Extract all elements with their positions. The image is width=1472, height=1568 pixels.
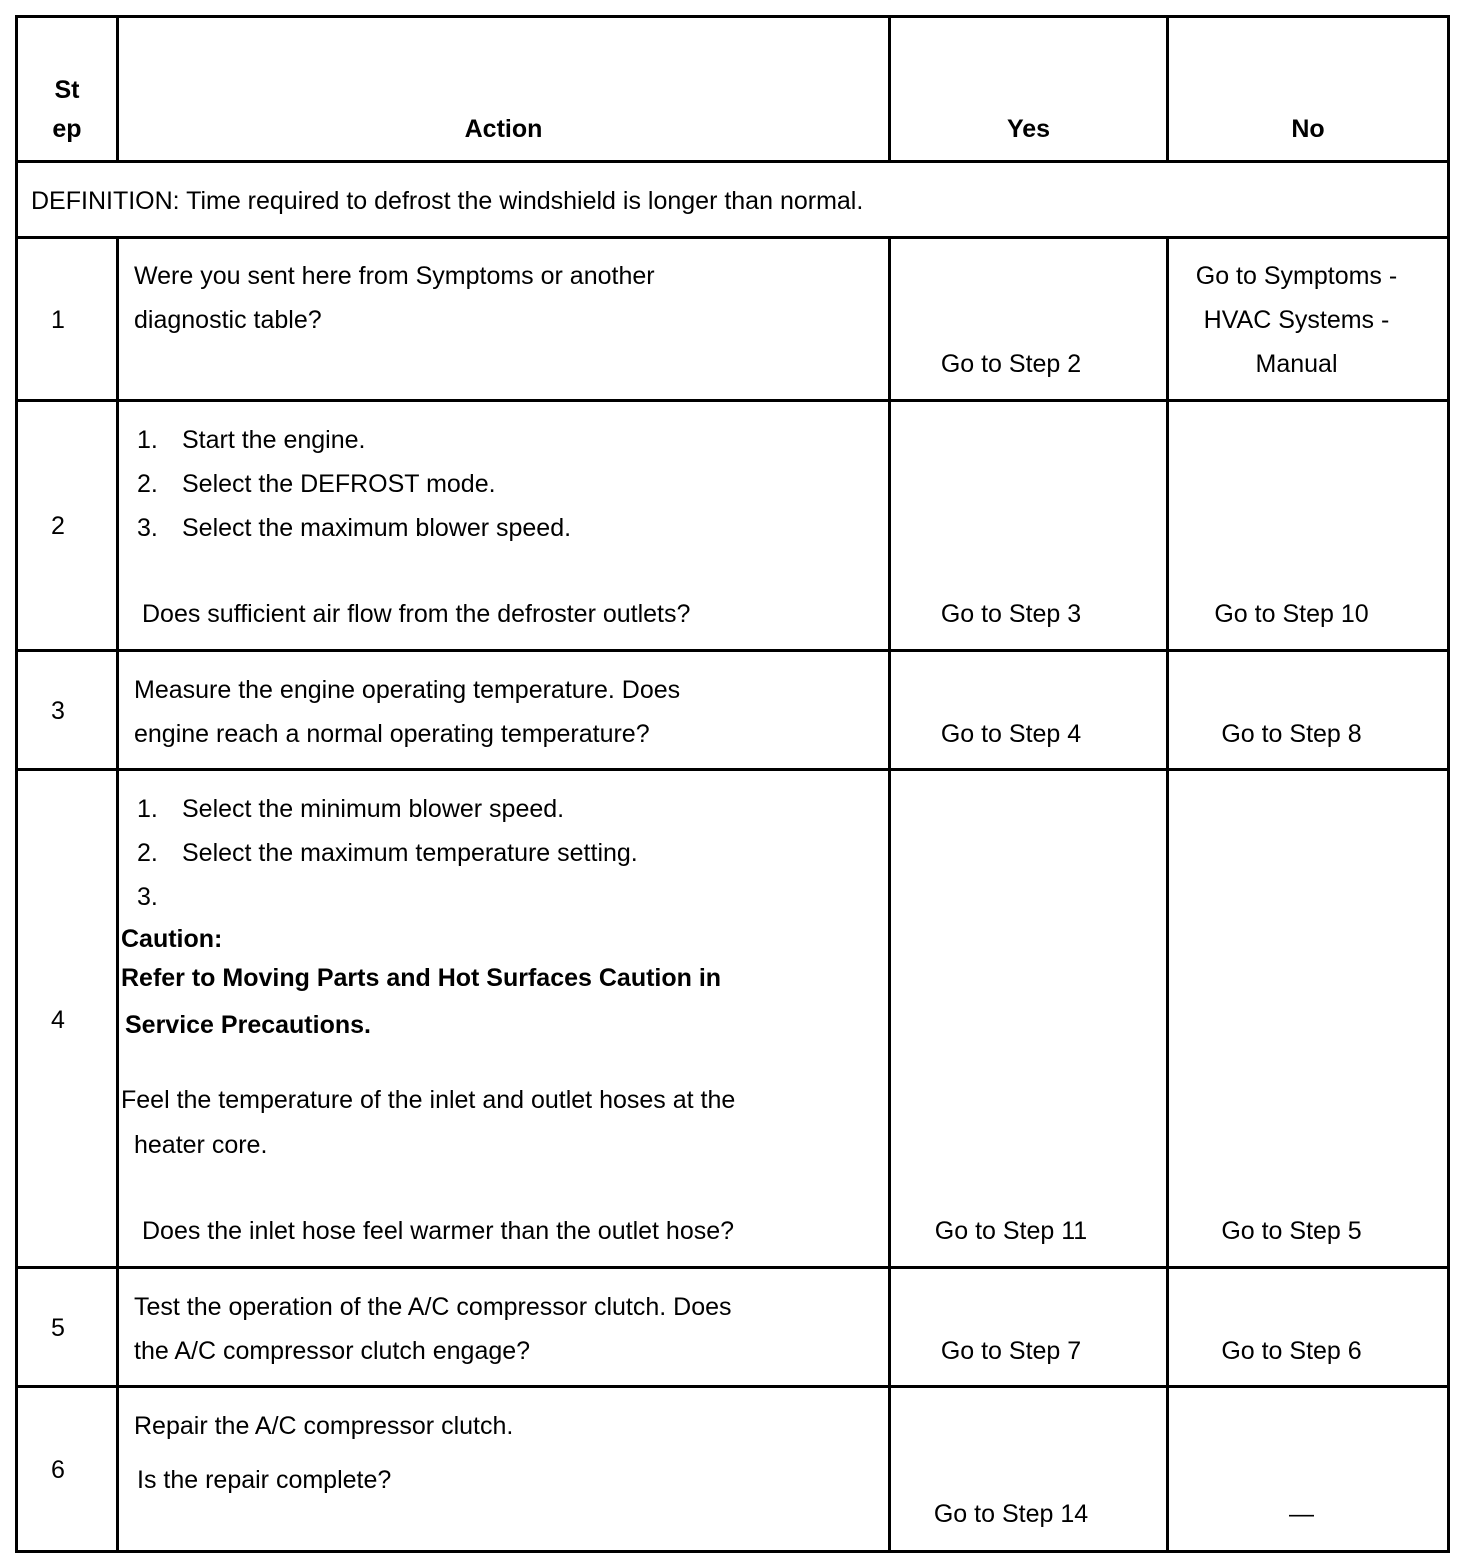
list-item: Select the maximum blower speed. xyxy=(182,514,572,542)
step-number: 2 xyxy=(51,512,65,540)
action-line: heater core. xyxy=(134,1131,268,1159)
step-number: 6 xyxy=(51,1456,65,1484)
list-item: Select the DEFROST mode. xyxy=(182,470,496,498)
row-divider xyxy=(15,160,1450,163)
list-number: 3. xyxy=(137,883,158,911)
no-link[interactable]: Go to Step 5 xyxy=(1221,1217,1362,1245)
no-link[interactable]: Go to Step 8 xyxy=(1221,720,1362,748)
no-link[interactable]: Go to Step 6 xyxy=(1221,1337,1362,1365)
header-step-line2: ep xyxy=(52,115,82,143)
question-text: Does the inlet hose feel warmer than the outlet hose? xyxy=(142,1217,735,1245)
action-line: Feel the temperature of the inlet and outlet hoses at the xyxy=(121,1086,736,1114)
header-step xyxy=(18,75,116,144)
yes-link[interactable]: Go to Step 2 xyxy=(940,350,1082,378)
action-line: Measure the engine operating temperature. Does xyxy=(134,676,681,704)
no-link[interactable]: Go to Step 10 xyxy=(1214,600,1369,628)
action-line: Test the operation of the A/C compressor clutch. Does xyxy=(134,1293,732,1321)
yes-link[interactable]: Go to Step 11 xyxy=(934,1217,1088,1245)
list-item: Select the maximum temperature setting. xyxy=(182,839,638,867)
no-value: — xyxy=(1289,1500,1314,1528)
no-link[interactable]: HVAC Systems - xyxy=(1203,306,1390,334)
action-line: Repair the A/C compressor clutch. xyxy=(134,1412,514,1440)
caution-title: Caution: xyxy=(121,925,223,953)
action-line: Is the repair complete? xyxy=(137,1466,392,1494)
row-divider xyxy=(15,1385,1450,1388)
definition-text: DEFINITION: Time required to defrost the windshield is longer than normal. xyxy=(31,187,864,215)
row-divider xyxy=(15,649,1450,652)
list-item: Start the engine. xyxy=(182,426,366,454)
list-number: 2. xyxy=(137,470,158,498)
row-divider xyxy=(15,399,1450,402)
row-divider xyxy=(15,768,1450,771)
row-divider xyxy=(15,236,1450,239)
row-divider xyxy=(15,1266,1450,1269)
yes-link[interactable]: Go to Step 14 xyxy=(933,1500,1089,1528)
header-action: Action xyxy=(464,115,543,143)
step-number: 5 xyxy=(51,1314,65,1342)
diagnostic-table xyxy=(15,15,1450,1553)
yes-link[interactable]: Go to Step 7 xyxy=(940,1337,1082,1365)
action-line: the A/C compressor clutch engage? xyxy=(134,1337,531,1365)
action-line: Were you sent here from Symptoms or another xyxy=(134,262,655,290)
caution-text: Refer to Moving Parts and Hot Surfaces Caution in xyxy=(121,964,722,992)
no-link[interactable]: Manual xyxy=(1255,350,1338,378)
header-step-line1: St xyxy=(54,76,80,104)
step-number: 1 xyxy=(51,306,65,334)
list-item: Select the minimum blower speed. xyxy=(182,795,565,823)
list-number: 1. xyxy=(137,426,158,454)
header-no: No xyxy=(1291,115,1325,143)
yes-link[interactable]: Go to Step 4 xyxy=(940,720,1082,748)
list-number: 3. xyxy=(137,514,158,542)
action-line: engine reach a normal operating temperature? xyxy=(134,720,650,748)
caution-text: Service Precautions. xyxy=(125,1011,371,1039)
yes-link[interactable]: Go to Step 3 xyxy=(940,600,1082,628)
list-number: 2. xyxy=(137,839,158,867)
step-number: 4 xyxy=(51,1006,65,1034)
question-text: Does sufficient air flow from the defroster outlets? xyxy=(142,600,691,628)
no-link[interactable]: Go to Symptoms - xyxy=(1195,262,1398,290)
step-number: 3 xyxy=(51,697,65,725)
list-number: 1. xyxy=(137,795,158,823)
column-divider xyxy=(116,236,119,1553)
header-yes: Yes xyxy=(1006,115,1051,143)
action-line: diagnostic table? xyxy=(134,306,322,334)
